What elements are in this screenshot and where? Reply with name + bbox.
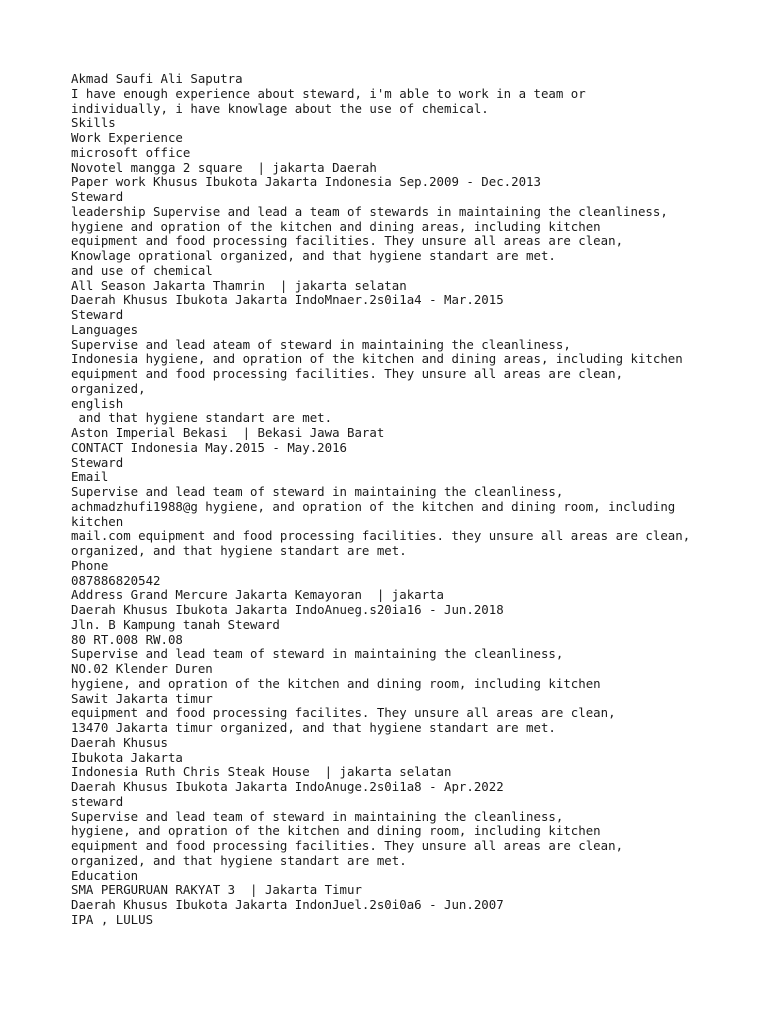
job-description-line: mail.com equipment and food processing facilities. they unsure all areas are clean, [71, 528, 691, 544]
job-description-line: hygiene and opration of the kitchen and dining areas, including kitchen [71, 218, 601, 234]
address-line: Ibukota Jakarta [71, 749, 183, 765]
phone-label: Phone [71, 557, 109, 573]
address-line: NO.02 Klender Duren [71, 661, 213, 676]
job-description-line: kitchen [71, 513, 124, 529]
languages-heading: Languages [71, 321, 139, 337]
job-location-dates-line: CONTACT Indonesia May.2015 - May.2016 [71, 439, 348, 455]
school-location-dates-line: Daerah Khusus Ibukota Jakarta IndonJuel.2s0i0a6 - Jun.2007 [71, 897, 504, 912]
job-description-line: equipment and food processing facilities. They unsure all areas are clean, [71, 233, 624, 249]
skill-item: microsoft office [71, 144, 191, 160]
phone-value: 087886820542 [71, 572, 161, 588]
job-description-line: 13470 Jakarta timur organized, and that hygiene standart are met. [71, 720, 556, 735]
resume-document [71, 72, 761, 928]
job-description-line: achmadzhufi1988@g hygiene, and opration of the kitchen and dining room, including [71, 498, 676, 514]
summary-line: I have enough experience about steward, i'm able to work in a team or [71, 85, 586, 101]
address-line: Daerah Khusus [71, 734, 168, 750]
school-line: SMA PERGURUAN RAKYAT 3 | Jakarta Timur [71, 882, 362, 898]
address-line: 80 RT.008 RW.08 [71, 631, 183, 647]
job-description-line: equipment and food processing facilites. They unsure all areas are clean, [71, 705, 616, 721]
job-title-line: Steward [71, 454, 124, 470]
job-description-line: Knowlage oprational organized, and that hygiene standart are met. [71, 248, 556, 263]
job-title-line: steward [71, 793, 124, 809]
job-title-line: Steward [71, 307, 124, 322]
address-line: Jln. B Kampung tanah Steward [71, 616, 280, 632]
job-description-line: hygiene, and opration of the kitchen and dining room, including kitchen [71, 823, 601, 839]
job-description-line: equipment and food processing facilities. They unsure all areas are clean, [71, 366, 624, 381]
job-employer-line: All Season Jakarta Thamrin | jakarta selatan [71, 277, 407, 293]
education-heading: Education [71, 867, 139, 883]
job-description-line: hygiene, and opration of the kitchen and dining room, including kitchen [71, 675, 601, 691]
education-result-line: IPA , LULUS [71, 911, 154, 927]
job-description-line: and that hygiene standart are met. [71, 410, 333, 426]
job-title-line: Steward [71, 189, 124, 204]
job-employer-line: Novotel mangga 2 square | jakarta Daerah [71, 159, 377, 175]
job-description-line: Supervise and lead team of steward in maintaining the cleanliness, [71, 646, 564, 662]
job-location-dates-line: Paper work Khusus Ibukota Jakarta Indonesia Sep.2009 - Dec.2013 [71, 174, 541, 190]
job-location-dates-line: Daerah Khusus Ibukota Jakarta IndoAnuge.2s0i1a8 - Apr.2022 [71, 779, 504, 794]
job-description-line: leadership Supervise and lead a team of stewards in maintaining the cleanliness, [71, 203, 668, 219]
address-line: Sawit Jakarta timur [71, 690, 213, 706]
job-employer-line: Indonesia Ruth Chris Steak House | jakarta selatan [71, 764, 452, 780]
skill-item: and use of chemical [71, 262, 213, 278]
job-description-line: Supervise and lead team of steward in maintaining the cleanliness, [71, 484, 564, 499]
job-location-dates-line: Daerah Khusus Ibukota Jakarta IndoAnueg.s20ia16 - Jun.2018 [71, 602, 504, 617]
job-description-line: equipment and food processing facilities. They unsure all areas are clean, [71, 838, 624, 853]
job-employer-line: Aston Imperial Bekasi | Bekasi Jawa Barat [71, 425, 385, 440]
job-employer-line: Address Grand Mercure Jakarta Kemayoran | jakarta [71, 587, 444, 603]
job-description-line: organized, [71, 380, 146, 396]
job-description-line: Supervise and lead team of steward in maintaining the cleanliness, [71, 808, 564, 824]
summary-line: individually, i have knowlage about the use of chemical. [71, 100, 489, 116]
job-description-line: Supervise and lead ateam of steward in maintaining the cleanliness, [71, 336, 571, 352]
job-description-line: Indonesia hygiene, and opration of the kitchen and dining areas, including kitchen [71, 351, 683, 367]
name-line: Akmad Saufi Ali Saputra [71, 71, 243, 86]
work-experience-heading: Work Experience [71, 130, 183, 145]
job-description-line: organized, and that hygiene standart are met. [71, 543, 407, 558]
skills-heading: Skills [71, 115, 116, 131]
email-label: Email [71, 469, 109, 485]
job-location-dates-line: Daerah Khusus Ibukota Jakarta IndoMnaer.2s0i1a4 - Mar.2015 [71, 292, 504, 308]
language-item: english [71, 395, 124, 411]
job-description-line: organized, and that hygiene standart are met. [71, 852, 407, 868]
